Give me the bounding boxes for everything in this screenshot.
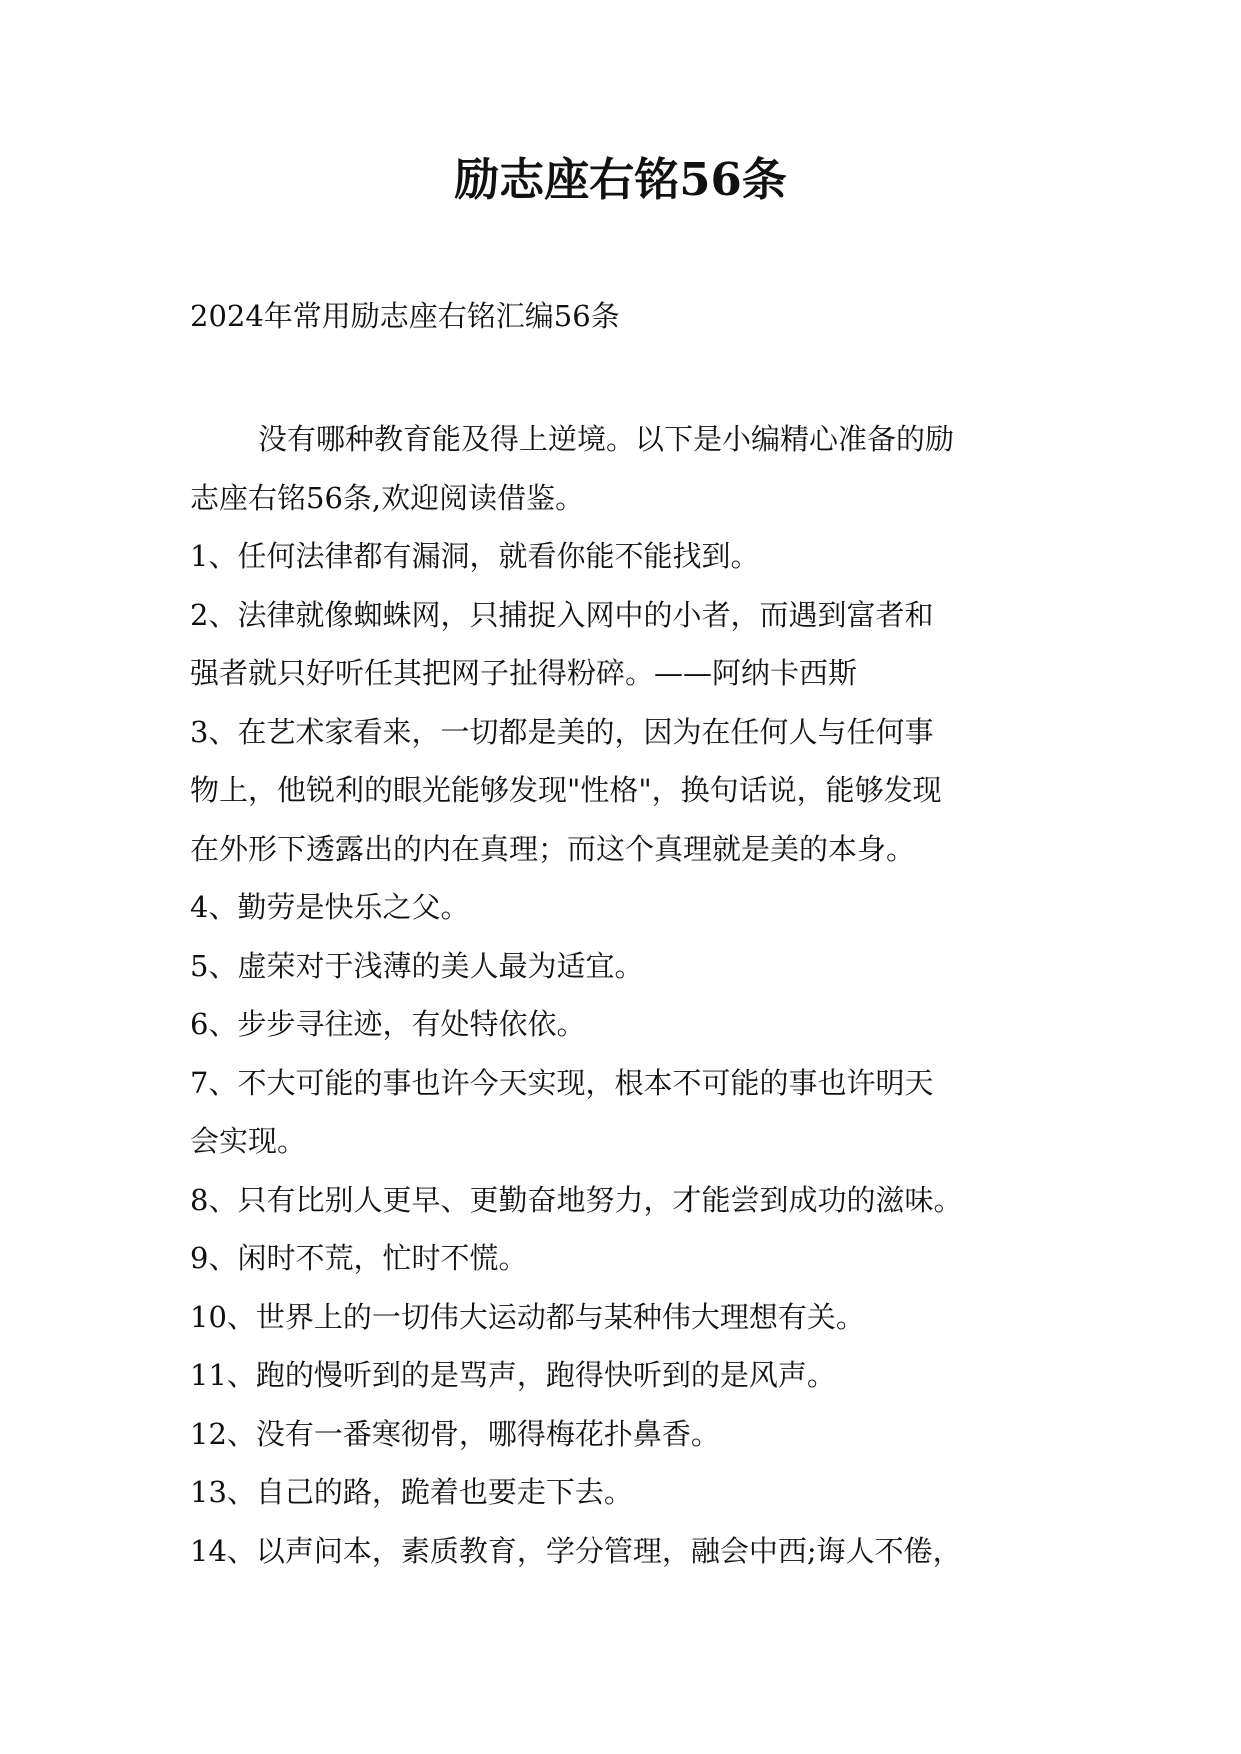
document-title: 励志座右铭56条 [454,153,787,206]
motto-line: 物上，他锐利的眼光能够发现"性格"，换句话说，能够发现 [190,773,942,807]
intro-line: 志座右铭56条,欢迎阅读借鉴。 [190,480,585,515]
motto-line: 8、只有比别人更早、更勤奋地努力，才能尝到成功的滋味。 [190,1182,963,1217]
intro-line: 没有哪种教育能及得上逆境。以下是小编精心准备的励 [258,422,955,456]
motto-line: 4、勤劳是快乐之父。 [190,890,470,924]
motto-line: 14、以声问本，素质教育，学分管理，融会中西;诲人不倦， [190,1533,962,1568]
motto-line: 3、在艺术家看来，一切都是美的，因为在任何人与任何事 [190,714,934,749]
motto-line: 强者就只好听任其把网子扯得粉碎。——阿纳卡西斯 [190,656,858,690]
document-body [190,410,1080,1580]
motto-line: 6、步步寻往迹，有处特依依。 [190,1007,586,1041]
motto-line: 会实现。 [190,1124,307,1158]
document-subtitle: 2024年常用励志座右铭汇编56条 [190,299,620,333]
motto-line: 10、世界上的一切伟大运动都与某种伟大理想有关。 [190,1299,865,1334]
motto-line: 11、跑的慢听到的是骂声，跑得快听到的是风声。 [190,1358,836,1392]
motto-line: 12、没有一番寒彻骨，哪得梅花扑鼻香。 [190,1416,720,1451]
motto-line: 9、闲时不荒，忙时不慌。 [190,1241,528,1275]
motto-line: 5、虚荣对于浅薄的美人最为适宜。 [190,948,644,983]
motto-line: 2、法律就像蜘蛛网，只捕捉入网中的小者，而遇到富者和 [190,597,934,632]
motto-line: 在外形下透露出的内在真理；而这个真理就是美的本身。 [190,831,916,866]
motto-line: 13、自己的路，跪着也要走下去。 [190,1475,633,1509]
motto-line: 7、不大可能的事也许今天实现，根本不可能的事也许明天 [190,1065,934,1100]
motto-line: 1、任何法律都有漏洞，就看你能不能找到。 [190,539,760,573]
